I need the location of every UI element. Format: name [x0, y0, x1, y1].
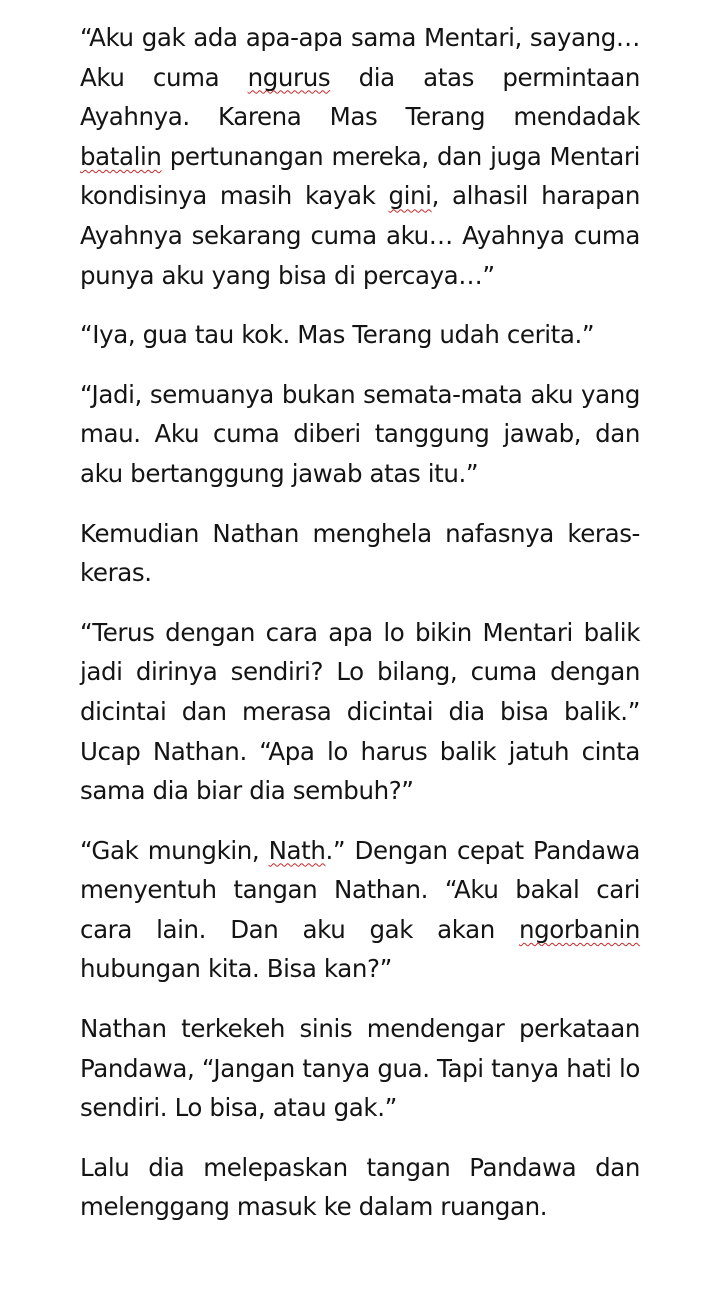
paragraph-5	[80, 613, 640, 811]
text-run: pertunangan mereka, dan juga Mentari kondisinya masih kayak	[80, 141, 640, 211]
text-run: hubungan kita. Bisa kan?”	[80, 954, 392, 984]
paragraph-6	[80, 831, 640, 989]
paragraph-2	[80, 315, 640, 355]
document-page	[80, 18, 640, 1247]
paragraph-3	[80, 375, 640, 494]
paragraph-1	[80, 18, 640, 295]
misspelled-word[interactable]: gini	[388, 181, 432, 211]
text-run: Lalu dia melepaskan tangan Pandawa dan melenggang masuk ke dalam ruangan.	[80, 1152, 640, 1222]
misspelled-word[interactable]: ngorbanin	[519, 914, 640, 944]
text-run: “Aku gak ada apa-apa sama Mentari, sayang… Aku cuma	[80, 23, 640, 92]
text-run: , alhasil harapan Ayahnya sekarang cuma aku… Ayahnya cuma punya aku yang bisa di percaya…”	[80, 181, 640, 290]
text-run: .” Dengan cepat Pandawa menyentuh tangan Nathan. “Aku bakal cari cara lain. Dan aku gak akan	[80, 835, 640, 944]
misspelled-word[interactable]: ngurus	[247, 62, 331, 92]
text-run: “Gak mungkin,	[80, 835, 269, 865]
paragraph-8	[80, 1148, 640, 1227]
text-run: “Terus dengan cara apa lo bikin Mentari balik jadi dirinya sendiri? Lo bilang, cuma dengan dicintai dan merasa dicintai dia bisa balik.” Ucap Nathan. “Apa lo harus balik jatuh cinta sama dia biar dia sembuh?”	[80, 617, 640, 806]
text-run: “Jadi, semuanya bukan semata-mata aku yang mau. Aku cuma diberi tanggung jawab, dan aku bertanggung jawab atas itu.”	[80, 379, 640, 488]
text-run: “Iya, gua tau kok. Mas Terang udah cerita.”	[80, 320, 595, 350]
misspelled-word[interactable]: batalin	[80, 141, 162, 171]
text-run: dia atas permintaan Ayahnya. Karena Mas Terang mendadak	[80, 62, 640, 132]
paragraph-4	[80, 514, 640, 593]
paragraph-7	[80, 1009, 640, 1128]
misspelled-word[interactable]: Nath	[268, 835, 326, 865]
text-run: Nathan terkekeh sinis mendengar perkataan Pandawa, “Jangan tanya gua. Tapi tanya hati lo sendiri. Lo bisa, atau gak.”	[80, 1014, 640, 1123]
text-run: Kemudian Nathan menghela nafasnya keras-keras.	[80, 518, 640, 588]
